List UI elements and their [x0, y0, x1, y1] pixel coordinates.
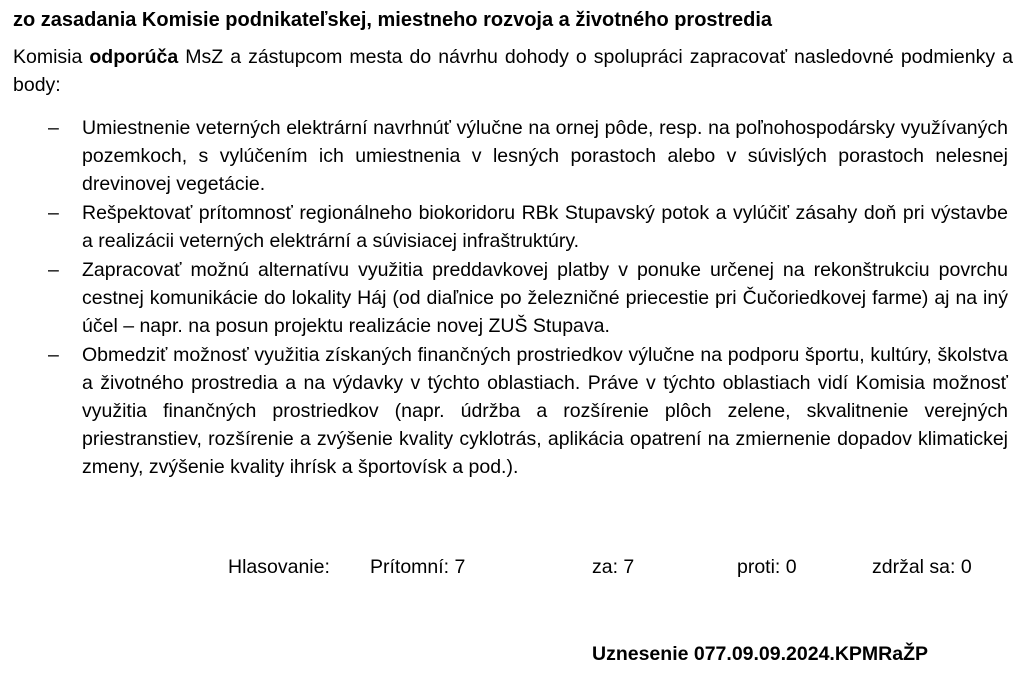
vote-against: proti: 0	[737, 556, 797, 578]
intro-text-end: MsZ a zástupcom mesta do návrhu dohody o spolupráci zapracovať nasledovné podmienky a body:	[13, 46, 1013, 96]
list-item-text: Umiestnenie veterných elektrární navrhnúť výlučne na ornej pôde, resp. na poľnohospodársky využívaných pozemkoch, s vylúčením ich umiestnenia v lesných porastoch alebo v súvislých porastoch nelesnej drevinovej vegetácie.	[82, 117, 1008, 195]
vote-abstain: zdržal sa: 0	[872, 556, 972, 578]
intro-text-start: Komisia	[13, 46, 90, 68]
list-item	[0, 199, 1024, 255]
vote-label: Hlasovanie:	[228, 556, 330, 578]
section-heading: zo zasadania Komisie podnikateľskej, miestneho rozvoja a životného prostredia	[13, 9, 773, 31]
dash-bullet: –	[48, 117, 59, 139]
vote-summary	[0, 553, 1024, 581]
dash-bullet: –	[48, 259, 59, 281]
vote-present: Prítomní: 7	[370, 556, 466, 578]
list-item-text: Obmedziť možnosť využitia získaných finančných prostriedkov výlučne na podporu športu, kultúry, školstva a životného prostredia a na výdavky v týchto oblastiach. Práve v týchto oblastiach vidí Komisia možnosť využitia finančných prostriedkov (napr. údržba a rozšírenie plôch zelene, skvalitnenie verejných priestranstiev, rozšírenie a zvýšenie kvality cyklotrás, aplikácia opatrení na zmiernenie dopadov klimatickej zmeny, zvýšenie kvality ihrísk a športovísk a pod.).	[82, 344, 1008, 478]
list-item	[0, 256, 1024, 340]
intro-bold-word: odporúča	[89, 46, 179, 68]
dash-bullet: –	[48, 202, 59, 224]
resolution-number: Uznesenie 077.09.09.2024.KPMRaŽP	[592, 643, 929, 665]
vote-for: za: 7	[592, 556, 635, 578]
list-item	[0, 341, 1024, 481]
list-item	[0, 114, 1024, 198]
list-item-text: Zapracovať možnú alternatívu využitia preddavkovej platby v ponuke určenej na rekonštrukciu povrchu cestnej komunikácie do lokality Háj (od diaľnice po železničné priecestie pri Čučoriedkovej farme) aj na iný účel – napr. na posun projektu realizácie novej ZUŠ Stupava.	[82, 259, 1008, 337]
conditions-list	[0, 114, 1024, 482]
intro-paragraph	[13, 43, 1013, 99]
list-item-text: Rešpektovať prítomnosť regionálneho biokoridoru RBk Stupavský potok a vylúčiť zásahy doň pri výstavbe a realizácii veterných elektrární a súvisiacej infraštruktúry.	[82, 202, 1008, 252]
dash-bullet: –	[48, 344, 59, 366]
